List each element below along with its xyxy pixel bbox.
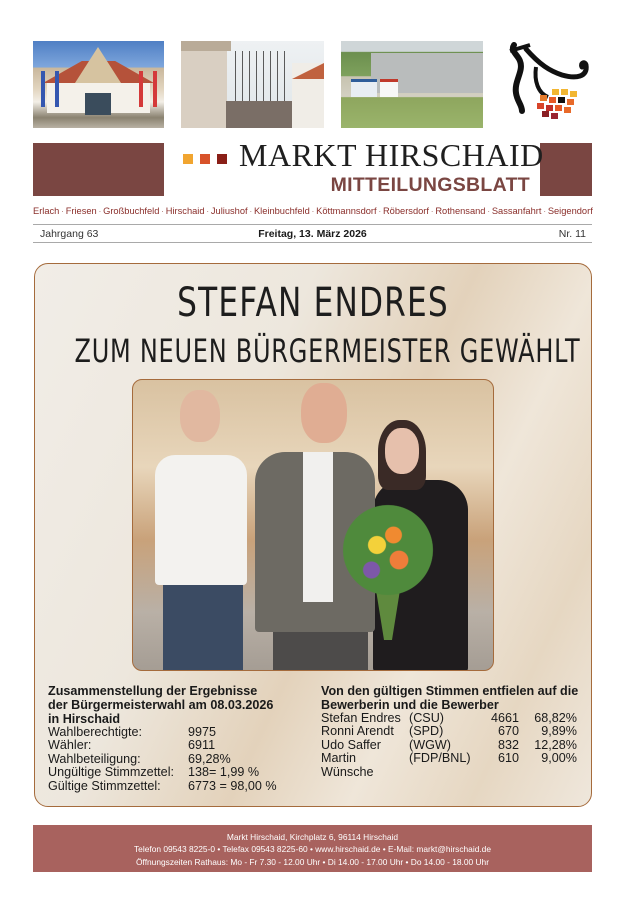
footer-contact bbox=[33, 825, 592, 872]
article-card bbox=[34, 263, 592, 807]
village: Kleinbuchfeld bbox=[253, 206, 310, 216]
village: Friesen bbox=[65, 206, 97, 216]
candidates-title-line: Bewerberin und die Bewerber bbox=[321, 698, 499, 712]
summary-row: Wähler: 6911 bbox=[48, 738, 216, 753]
footer-opening-hours: Öffnungszeiten Rathaus: Mo - Fr 7.30 - 12.00 Uhr • Di 14.00 - 17.00 Uhr • Do 14.00 - 18.00 Uhr bbox=[136, 856, 489, 867]
issue-number: Nr. 11 bbox=[558, 228, 586, 240]
candidate-results bbox=[321, 684, 583, 779]
village: Erlach bbox=[33, 206, 60, 216]
article-subheadline: ZUM NEUEN BÜRGERMEISTER GEWÄHLT bbox=[74, 332, 581, 370]
summary-title-line: in Hirschaid bbox=[48, 712, 121, 726]
square-icon bbox=[217, 154, 227, 164]
candidate-row: Udo Saffer (WGW) 832 12,28% bbox=[321, 737, 577, 752]
hirschaid-logo-icon bbox=[500, 41, 592, 121]
village: Sassanfahrt bbox=[491, 206, 542, 216]
village: Köttmannsdorf bbox=[316, 206, 377, 216]
article-headline: STEFAN ENDRES bbox=[177, 280, 449, 326]
title-band-right bbox=[540, 143, 592, 196]
summary-row: Wahlberechtigte: 9975 bbox=[48, 725, 217, 739]
square-icon bbox=[200, 154, 210, 164]
summary-row: Gültige Stimmzettel: 6773 = 98,00 % bbox=[48, 778, 277, 793]
volume: Jahrgang 63 bbox=[40, 228, 99, 240]
article-photo bbox=[132, 379, 494, 671]
bouquet-icon bbox=[333, 500, 443, 600]
issue-date: Freitag, 13. März 2026 bbox=[258, 228, 367, 240]
square-icon bbox=[183, 154, 193, 164]
village: Rothensand bbox=[435, 206, 486, 216]
summary-row: Wahlbeteiligung: 69,28% bbox=[48, 751, 231, 766]
village: Seigendorf bbox=[547, 206, 593, 216]
candidate-row: Martin Wünsche (FDP/BNL) 610 9,00% bbox=[321, 751, 577, 779]
footer-contacts: Telefon 09543 8225-0 • Telefax 09543 8225-60 • www.hirschaid.de • E-Mail: markt@hirschaid.de bbox=[134, 844, 491, 855]
gate-photo bbox=[181, 41, 324, 128]
summary-row: Ungültige Stimmzettel: 138= 1,99 % bbox=[48, 765, 260, 780]
school-photo bbox=[341, 41, 483, 128]
village-list: Erlach · Friesen · Großbuchfeld · Hirschaid · Juliushof · Kleinbuchfeld · Köttmannsdorf · Röbersdorf · Rothensand · Sassanfahrt · Seigendorf bbox=[33, 206, 593, 216]
decorative-squares bbox=[183, 154, 227, 164]
title-band-left bbox=[33, 143, 164, 196]
issue-info-bar bbox=[33, 224, 592, 243]
footer-address: Markt Hirschaid, Kirchplatz 6, 96114 Hirschaid bbox=[226, 832, 399, 842]
summary-title-line: der Bürgermeisterwahl am 08.03.2026 bbox=[48, 698, 274, 712]
candidate-row: Ronni Arendt (SPD) 670 9,89% bbox=[321, 724, 577, 739]
village: Großbuchfeld bbox=[103, 206, 160, 216]
village: Juliushof bbox=[210, 206, 248, 216]
masthead-subtitle: MITTEILUNGSBLATT bbox=[330, 174, 530, 196]
candidate-row: Stefan Endres (CSU) 4661 68,82% bbox=[321, 711, 577, 725]
summary-title-line: Zusammenstellung der Ergebnisse bbox=[48, 684, 258, 698]
village: Hirschaid bbox=[165, 206, 205, 216]
candidates-title-line: Von den gültigen Stimmen entfielen auf die bbox=[321, 684, 579, 698]
village: Röbersdorf bbox=[382, 206, 429, 216]
rathaus-photo bbox=[33, 41, 164, 128]
election-summary bbox=[48, 684, 308, 793]
masthead-title: MARKT HIRSCHAID bbox=[239, 137, 544, 173]
